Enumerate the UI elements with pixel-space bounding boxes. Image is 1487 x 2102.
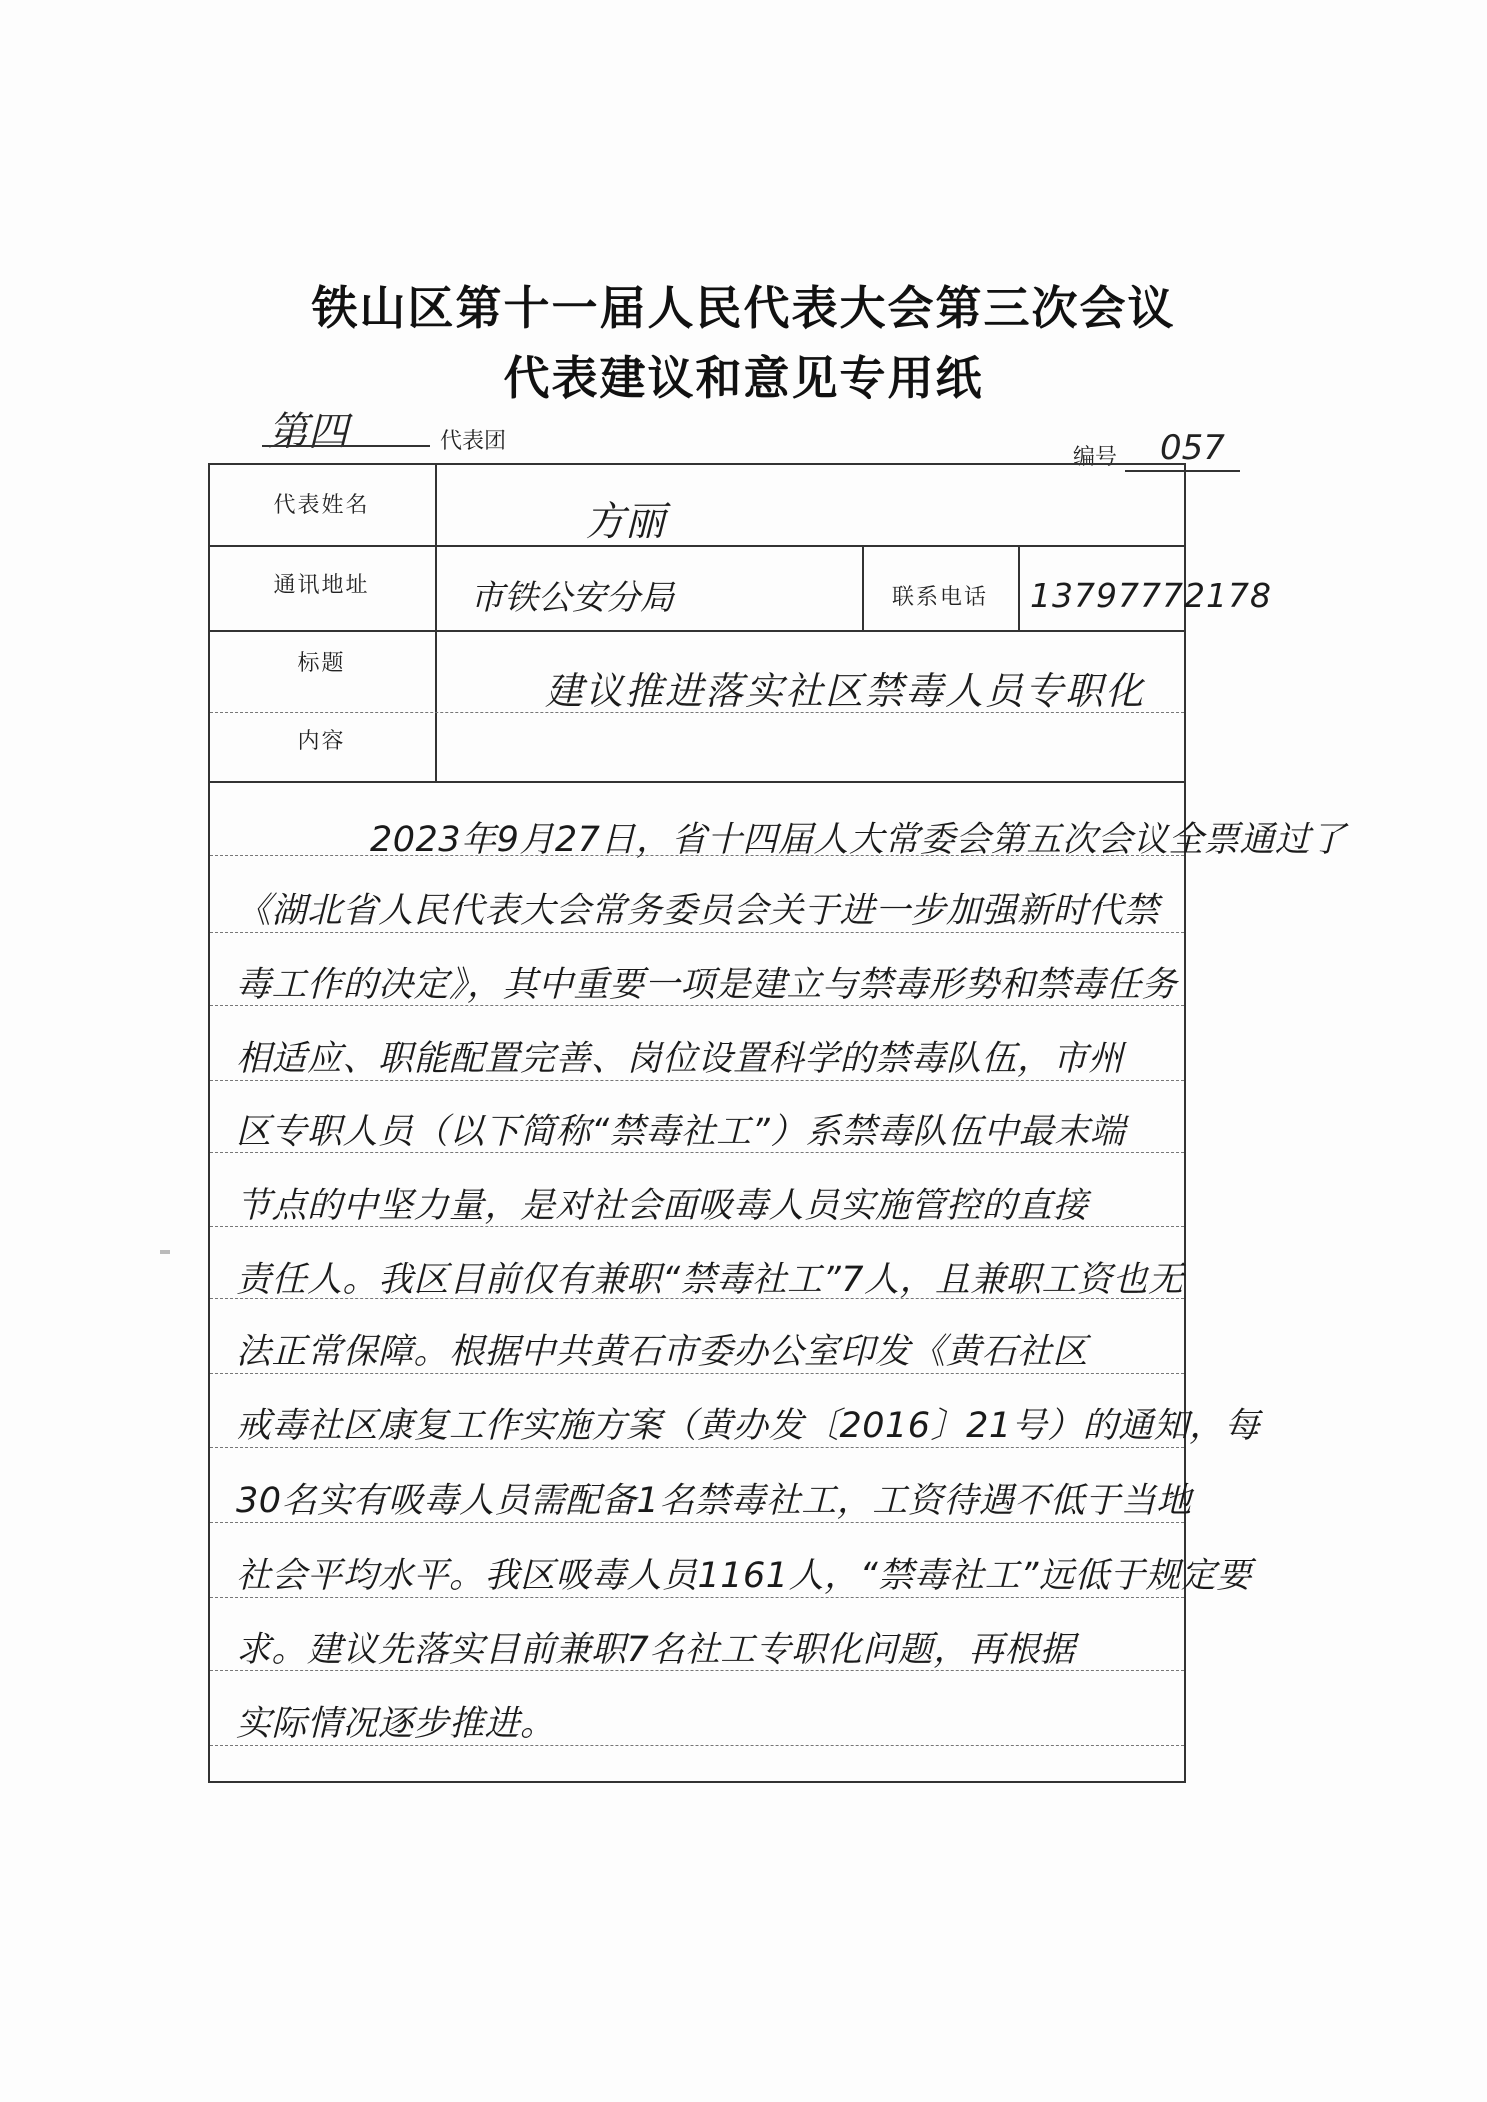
content-line: 2023年9月27日，省十四届人大常委会第五次会议全票通过了	[370, 820, 1346, 860]
delegation-number: 第四	[268, 409, 348, 455]
content-line: 区专职人员（以下简称“禁毒社工”）系禁毒队伍中最末端	[236, 1112, 1126, 1152]
delegation-label: 代表团	[440, 429, 507, 454]
phone-label-divider-right	[1018, 545, 1020, 631]
content-line: 节点的中坚力量，是对社会面吸毒人员实施管控的直接	[236, 1186, 1089, 1226]
delegate-phone: 13797772178	[1030, 576, 1272, 615]
delegate-name: 方丽	[585, 499, 665, 545]
content-line: 30名实有吸毒人员需配备1名禁毒社工，工资待遇不低于当地	[236, 1481, 1192, 1521]
content-line: 社会平均水平。我区吸毒人员1161人，“禁毒社工”远低于规定要	[236, 1556, 1252, 1596]
phone-label: 联系电话	[891, 585, 988, 610]
address-label: 通讯地址	[273, 573, 370, 598]
row-divider-subject	[208, 781, 1186, 783]
row-divider-address	[208, 630, 1186, 632]
content-line: 求。建议先落实目前兼职7名社工专职化问题，再根据	[236, 1630, 1076, 1670]
serial-number: 057	[1160, 428, 1225, 468]
scan-mark	[160, 1250, 170, 1254]
content-line: 毒工作的决定》，其中重要一项是建立与禁毒形势和禁毒任务	[236, 965, 1178, 1005]
ruled-line	[210, 712, 1184, 713]
proposal-subject: 建议推进落实社区禁毒人员专职化	[545, 669, 1146, 713]
content-label: 内容	[297, 729, 346, 754]
name-label: 代表姓名	[273, 493, 370, 518]
content-line: 戒毒社区康复工作实施方案（黄办发〔2016〕21号）的通知，每	[236, 1406, 1261, 1446]
content-line: 责任人。我区目前仅有兼职“禁毒社工”7人，且兼职工资也无	[236, 1260, 1184, 1300]
content-line: 实际情况逐步推进。	[236, 1704, 556, 1744]
delegation-underline	[262, 445, 430, 447]
document-title: 铁山区第十一届人民代表大会第三次会议	[311, 281, 1176, 335]
label-column-divider	[435, 463, 437, 781]
row-divider-name	[208, 545, 1186, 547]
delegate-address: 市铁公安分局	[470, 578, 674, 618]
content-line: 《湖北省人民代表大会常务委员会关于进一步加强新时代禁	[236, 891, 1160, 931]
content-line: 相适应、职能配置完善、岗位设置科学的禁毒队伍，市州	[236, 1039, 1124, 1079]
content-line: 法正常保障。根据中共黄石市委办公室印发《黄石社区	[236, 1332, 1089, 1372]
subject-label: 标题	[297, 651, 346, 676]
document-subtitle: 代表建议和意见专用纸	[503, 351, 984, 405]
serial-label: 编号	[1073, 445, 1118, 470]
